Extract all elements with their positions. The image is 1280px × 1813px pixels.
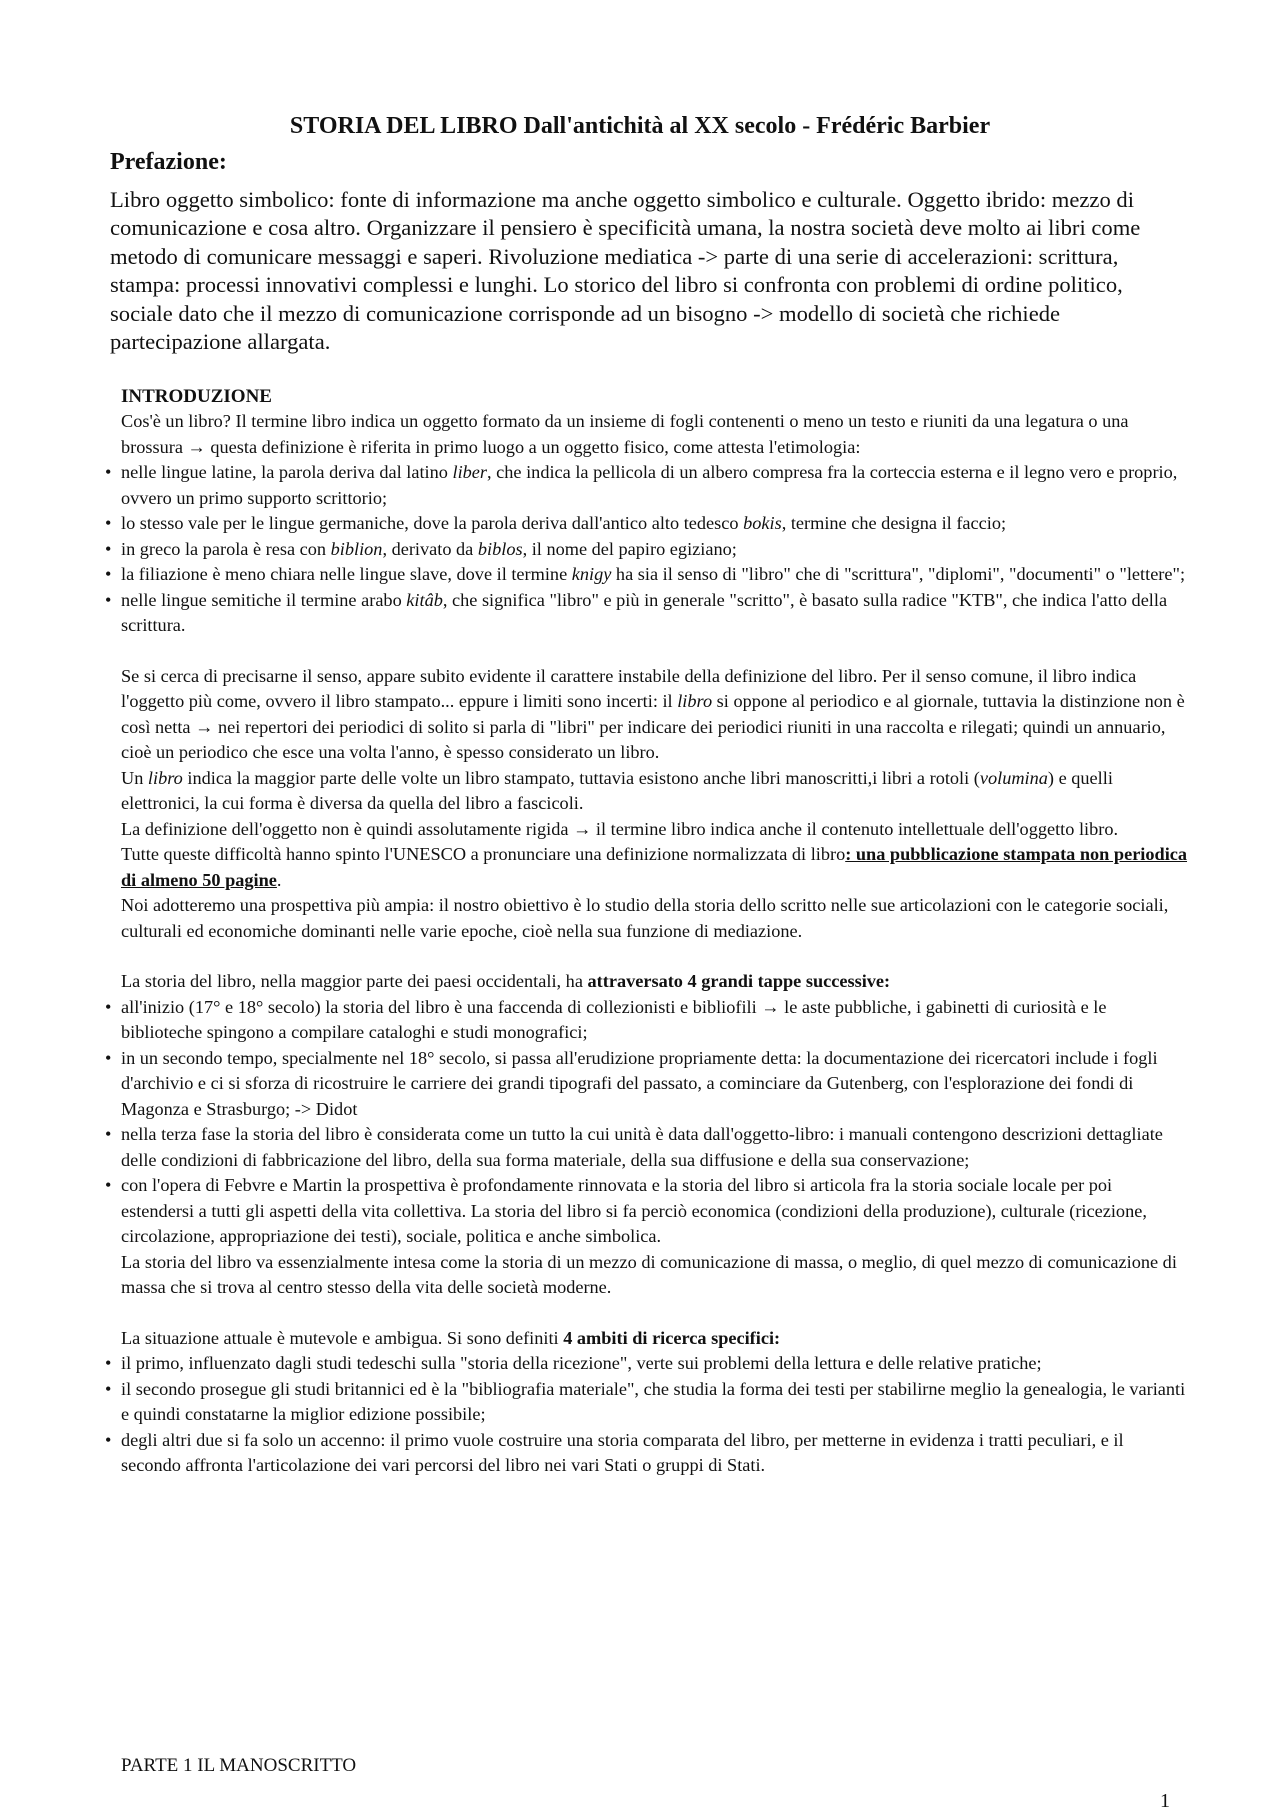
stages-lead: La storia del libro, nella maggior parte dei paesi occidentali, ha attraversato 4 grandi tappe successive:: [121, 971, 891, 991]
unesco-definition: Tutte queste difficoltà hanno spinto l'UNESCO a pronunciare una definizione normalizzata di libro: una pubblicazione stampata non periodica di almeno 50 pagine.: [121, 844, 1188, 890]
list-item: • in un secondo tempo, specialmente nel 18° secolo, si passa all'erudizione propriamente detta: la documentazione dei ricercatori include i fogli d'archivio e ci si sforza di ricostruire le carriere dei grandi tipografi del passato, a cominciare da Gutenberg, con l'esplorazione dei fondi di Magonza e Strasburgo; -> Didot: [103, 1046, 1188, 1123]
sense-paragraph: Noi adotteremo una prospettiva più ampia: il nostro obiettivo è lo studio della storia dello scritto nelle sue articolazioni con le categorie sociali, culturali ed economiche dominanti nelle varie epoche, cioè nella sua funzione di mediazione.: [121, 895, 1169, 941]
list-item: • degli altri due si fa solo un accenno: il primo vuole costruire una storia comparata del libro, per metterne in evidenza i tratti peculiari, e il secondo affronta l'articolazione dei vari percorsi del libro nei vari Stati o gruppi di Stati.: [103, 1428, 1188, 1479]
list-item: • con l'opera di Febvre e Martin la prospettiva è profondamente rinnovata e la storia del libro si articola fra la storia sociale locale per poi estendersi a tutti gli aspetti della vita collettiva. La storia del libro si fa perciò economica (condizioni della produzione), culturale (ricezione, circolazione, appropriazione dei testi), sociale, politica e anche simbolica.: [103, 1173, 1188, 1250]
sense-paragraph: La definizione dell'oggetto non è quindi assolutamente rigida → il termine libro indica anche il contenuto intellettuale dell'oggetto libro.: [121, 818, 1119, 839]
etymology-list: [103, 460, 1188, 639]
document-title: STORIA DEL LIBRO Dall'antichità al XX secolo - Frédéric Barbier: [289, 113, 991, 139]
list-item: • nella terza fase la storia del libro è considerata come un tutto la cui unità è data dall'oggetto-libro: i manuali contengono descrizioni dettagliate delle condizioni di fabbricazione del libro, della sua forma materiale, della sua diffusione e della sua conservazione;: [103, 1122, 1188, 1173]
introduction-heading: INTRODUZIONE: [121, 386, 272, 407]
list-item: • lo stesso vale per le lingue germaniche, dove la parola deriva dall'antico alto tedesco bokis, termine che designa il faccio;: [103, 511, 1188, 537]
sense-paragraph: Un libro indica la maggior parte delle volte un libro stampato, tuttavia esistono anche libri manoscritti,i libri a rotoli (volumina) e quelli elettronici, la cui forma è diversa da quella del libro a fascicoli.: [121, 767, 1113, 813]
research-list: [103, 1351, 1188, 1479]
intro-paragraph: Cos'è un libro? Il termine libro indica un oggetto formato da un insieme di fogli contenenti o meno un testo e riuniti da una legatura o una brossura → questa definizione è riferita in primo luogo a un oggetto fisico, come attesta l'etimologia:: [121, 411, 1129, 457]
list-item: • il secondo prosegue gli studi britannici ed è la "bibliografia materiale", che studia la forma dei testi per stabilirne meglio la genealogia, le varianti e quindi constatarne la miglior edizione possibile;: [103, 1377, 1188, 1428]
list-item: • nelle lingue latine, la parola deriva dal latino liber, che indica la pellicola di un albero compresa fra la corteccia esterna e il legno vero e proprio, ovvero un primo supporto scrittorio;: [103, 460, 1188, 511]
sense-paragraph: Se si cerca di precisarne il senso, appare subito evidente il carattere instabile della definizione del libro. Per il senso comune, il libro indica l'oggetto più come, ovvero il libro stampato... eppure i limiti sono incerti: il libro si oppone al periodico e al giornale, tuttavia la distinzione non è così netta → nei repertori dei periodici di solito si parla di "libri" per indicare dei periodici riuniti in una raccolta e rilegati; quindi un annuario, cioè un periodico che esce una volta l'anno, è spesso considerato un libro.: [121, 665, 1185, 762]
research-lead: La situazione attuale è mutevole e ambigua. Si sono definiti 4 ambiti di ricerca specifici:: [121, 1327, 781, 1348]
part-footer: PARTE 1 IL MANOSCRITTO: [121, 1755, 357, 1776]
list-item: • la filiazione è meno chiara nelle lingue slave, dove il termine knigy ha sia il senso di "libro" che di "scrittura", "diplomi", "documenti" o "lettere";: [103, 562, 1188, 588]
stages-list: [103, 995, 1188, 1250]
preface-heading: Prefazione:: [110, 149, 227, 175]
preface-text: Libro oggetto simbolico: fonte di informazione ma anche oggetto simbolico e culturale. Oggetto ibrido: mezzo di comunicazione e cosa altro. Organizzare il pensiero è specificità umana, la nostra società deve molto ai libri come metodo di comunicare messaggi e saperi. Rivoluzione mediatica -> parte di una serie di accelerazioni: scrittura, stampa: processi innovativi complessi e lunghi. Lo storico del libro si confronta con problemi di ordine politico, sociale dato che il mezzo di comunicazione corrisponde ad un bisogno -> modello di società che richiede partecipazione allargata.: [110, 187, 1141, 355]
list-item: • il primo, influenzato dagli studi tedeschi sulla "storia della ricezione", verte sui problemi della lettura e delle relative pratiche;: [103, 1351, 1188, 1377]
stages-conclusion: La storia del libro va essenzialmente intesa come la storia di un mezzo di comunicazione di massa, o meglio, di quel mezzo di comunicazione di massa che si trova al centro stesso della vita delle società moderne.: [121, 1251, 1177, 1297]
introduction-section: [103, 384, 1188, 1479]
list-item: • nelle lingue semitiche il termine arabo kitâb, che significa "libro" e più in generale "scritto", è basato sulla radice "KTB", che indica l'atto della scrittura.: [103, 588, 1188, 639]
page-number: 1: [1160, 1790, 1170, 1812]
list-item: • in greco la parola è resa con biblion, derivato da biblos, il nome del papiro egiziano;: [103, 537, 1188, 563]
list-item: • all'inizio (17° e 18° secolo) la storia del libro è una faccenda di collezionisti e bibliofili → le aste pubbliche, i gabinetti di curiosità e le biblioteche spingono a compilare cataloghi e studi monografici;: [103, 995, 1188, 1046]
